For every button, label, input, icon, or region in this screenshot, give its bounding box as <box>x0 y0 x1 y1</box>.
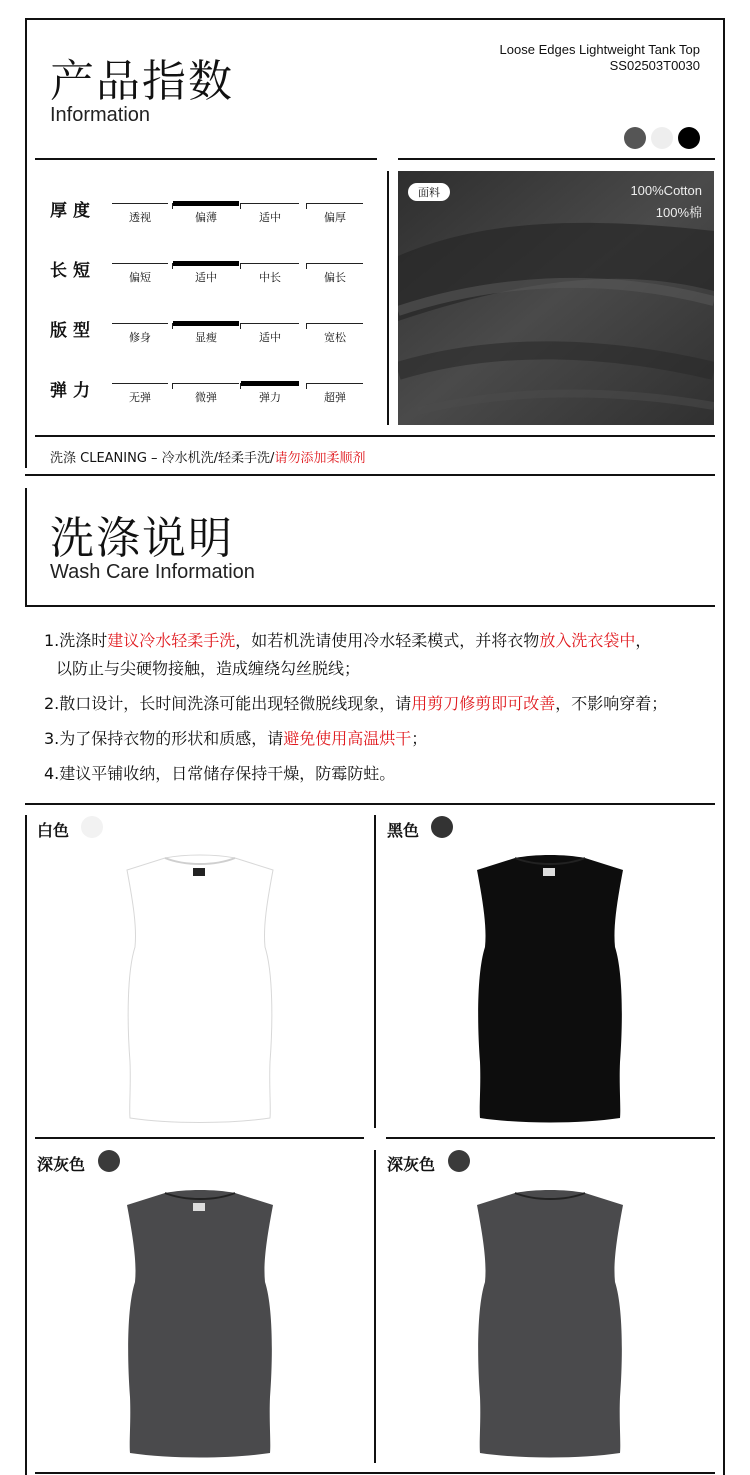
header-divider-left <box>35 158 377 160</box>
care-highlight: 避免使用高温烘干 <box>283 729 412 748</box>
color-label: 深灰色 <box>37 1155 86 1174</box>
index-scale-bar <box>173 383 239 384</box>
care-text: ； <box>411 729 428 748</box>
index-option-label: 偏长 <box>324 271 346 284</box>
index-scale-bar <box>307 323 363 324</box>
cleaning-warning: 请勿添加柔顺剂 <box>274 451 366 466</box>
tank-top-body <box>127 855 273 1123</box>
care-text: ，不影响穿着； <box>555 694 668 713</box>
index-option <box>173 383 239 405</box>
index-option-selected <box>173 323 239 345</box>
gallery-center-divider-2 <box>374 1150 376 1463</box>
index-option-label: 弹力 <box>259 391 281 404</box>
index-option <box>307 263 363 285</box>
fabric-image <box>398 171 714 425</box>
index-option-selected <box>173 203 239 225</box>
index-option <box>307 383 363 405</box>
wash-title: 洗涤说明 <box>50 513 234 564</box>
fabric-composition-cn: 100%棉 <box>655 205 702 220</box>
gallery-center-divider <box>374 815 376 1128</box>
index-option-selected <box>241 383 299 405</box>
index-scale-bar <box>307 263 363 264</box>
index-option-label: 适中 <box>259 211 281 224</box>
index-option <box>112 383 168 405</box>
care-text: ，如若机洗请使用冷水轻柔模式，并将衣物 <box>235 631 540 650</box>
index-scale-bar <box>241 323 299 324</box>
tank-top-body <box>127 1190 273 1458</box>
index-label: 弹力 <box>50 381 96 401</box>
product-info <box>500 42 700 74</box>
index-option-label: 宽松 <box>324 331 346 344</box>
index-scale-bar <box>173 201 239 206</box>
color-dot-black <box>678 127 700 149</box>
care-item <box>44 693 667 715</box>
index-option-label: 微弹 <box>195 391 217 404</box>
index-scale-bar <box>112 323 168 324</box>
index-scale-bar <box>112 263 168 264</box>
index-option <box>112 203 168 225</box>
index-option <box>241 323 299 345</box>
care-item <box>44 728 427 750</box>
wash-subtitle: Wash Care Information <box>50 561 255 583</box>
care-item <box>56 658 360 680</box>
wash-divider <box>25 605 715 607</box>
index-option <box>112 323 168 345</box>
index-option <box>241 203 299 225</box>
care-item <box>44 630 651 652</box>
cleaning-divider-bottom <box>25 474 715 476</box>
care-text: ， <box>635 631 652 650</box>
index-scale-bar <box>112 383 168 384</box>
color-label: 深灰色 <box>387 1155 436 1174</box>
right-border <box>723 18 725 1475</box>
color-swatch[interactable] <box>81 816 103 838</box>
care-text: 2.散口设计，长时间洗涤可能出现轻微脱线现象，请 <box>44 694 412 713</box>
index-option-label: 修身 <box>129 331 151 344</box>
index-option-label: 无弹 <box>129 391 151 404</box>
index-scale-bar <box>112 203 168 204</box>
index-scale-bar <box>173 321 239 326</box>
page-subtitle: Information <box>50 104 151 126</box>
tank-top-image <box>465 852 635 1124</box>
left-border-top <box>25 18 27 468</box>
care-text: 3.为了保持衣物的形状和质感，请 <box>44 729 284 748</box>
care-highlight: 建议冷水轻柔手洗 <box>107 631 236 650</box>
tank-top-image <box>115 1187 285 1459</box>
index-option-selected <box>173 263 239 285</box>
cleaning-instructions: 洗涤 CLEANING – 冷水机洗/轻柔手洗/ <box>50 451 275 466</box>
index-scale-bar <box>241 263 299 264</box>
color-dot-white <box>651 127 673 149</box>
index-option-label: 透视 <box>129 211 151 224</box>
page-title: 产品指数 <box>50 56 234 107</box>
index-scale-bar <box>241 381 299 386</box>
care-highlight: 用剪刀修剪即可改善 <box>411 694 556 713</box>
index-option-label: 适中 <box>259 331 281 344</box>
index-label: 版型 <box>50 321 96 341</box>
cleaning-divider-top <box>35 435 715 437</box>
index-option-label: 中长 <box>259 271 281 284</box>
top-border <box>25 18 725 20</box>
brand-label-icon <box>193 868 205 876</box>
index-option-label: 偏薄 <box>195 211 217 224</box>
index-option-label: 显瘦 <box>195 331 217 344</box>
care-text: 4.建议平铺收纳，日常储存保持干燥，防霉防蛀。 <box>44 764 396 783</box>
index-scale-bar <box>307 383 363 384</box>
product-code: SS02503T0030 <box>609 58 700 73</box>
tank-top-body <box>477 855 623 1123</box>
gallery-divider-top <box>25 803 715 805</box>
care-item <box>44 763 395 785</box>
gallery-left-border <box>25 815 27 1475</box>
fabric-tag: 面料 <box>408 183 450 201</box>
brand-label-icon <box>543 868 555 876</box>
product-name: Loose Edges Lightweight Tank Top <box>499 42 700 57</box>
color-label: 白色 <box>37 821 70 840</box>
header-divider-right <box>398 158 715 160</box>
index-scale-bar <box>307 203 363 204</box>
brand-label-icon <box>193 1203 205 1211</box>
index-fabric-divider <box>387 171 389 425</box>
care-highlight: 放入洗衣袋中 <box>539 631 636 650</box>
color-label: 黑色 <box>387 821 420 840</box>
tank-top-body <box>477 1190 623 1458</box>
index-scale-bar <box>173 261 239 266</box>
index-label: 长短 <box>50 261 96 281</box>
index-option <box>307 203 363 225</box>
color-swatch[interactable] <box>431 816 453 838</box>
gallery-mid-divider-right <box>386 1137 715 1139</box>
care-text: 1.洗涤时 <box>44 631 108 650</box>
index-label: 厚度 <box>50 201 96 221</box>
bottom-border <box>35 1472 715 1474</box>
tank-top-image <box>465 1187 635 1459</box>
left-border-wash <box>25 488 27 606</box>
cleaning-summary <box>50 447 365 466</box>
color-dot-gray <box>624 127 646 149</box>
index-option <box>112 263 168 285</box>
color-swatch[interactable] <box>98 1150 120 1172</box>
index-option-label: 偏短 <box>129 271 151 284</box>
gallery-mid-divider-left <box>35 1137 364 1139</box>
index-option-label: 超弹 <box>324 391 346 404</box>
index-option-label: 适中 <box>195 271 217 284</box>
color-swatch[interactable] <box>448 1150 470 1172</box>
index-option <box>307 323 363 345</box>
care-text: 以防止与尖硬物接触，造成缠绕勾丝脱线； <box>56 659 361 678</box>
index-option-label: 偏厚 <box>324 211 346 224</box>
index-option <box>241 263 299 285</box>
index-scale-bar <box>241 203 299 204</box>
tank-top-image <box>115 852 285 1124</box>
fabric-composition-en: 100%Cotton <box>630 183 702 198</box>
